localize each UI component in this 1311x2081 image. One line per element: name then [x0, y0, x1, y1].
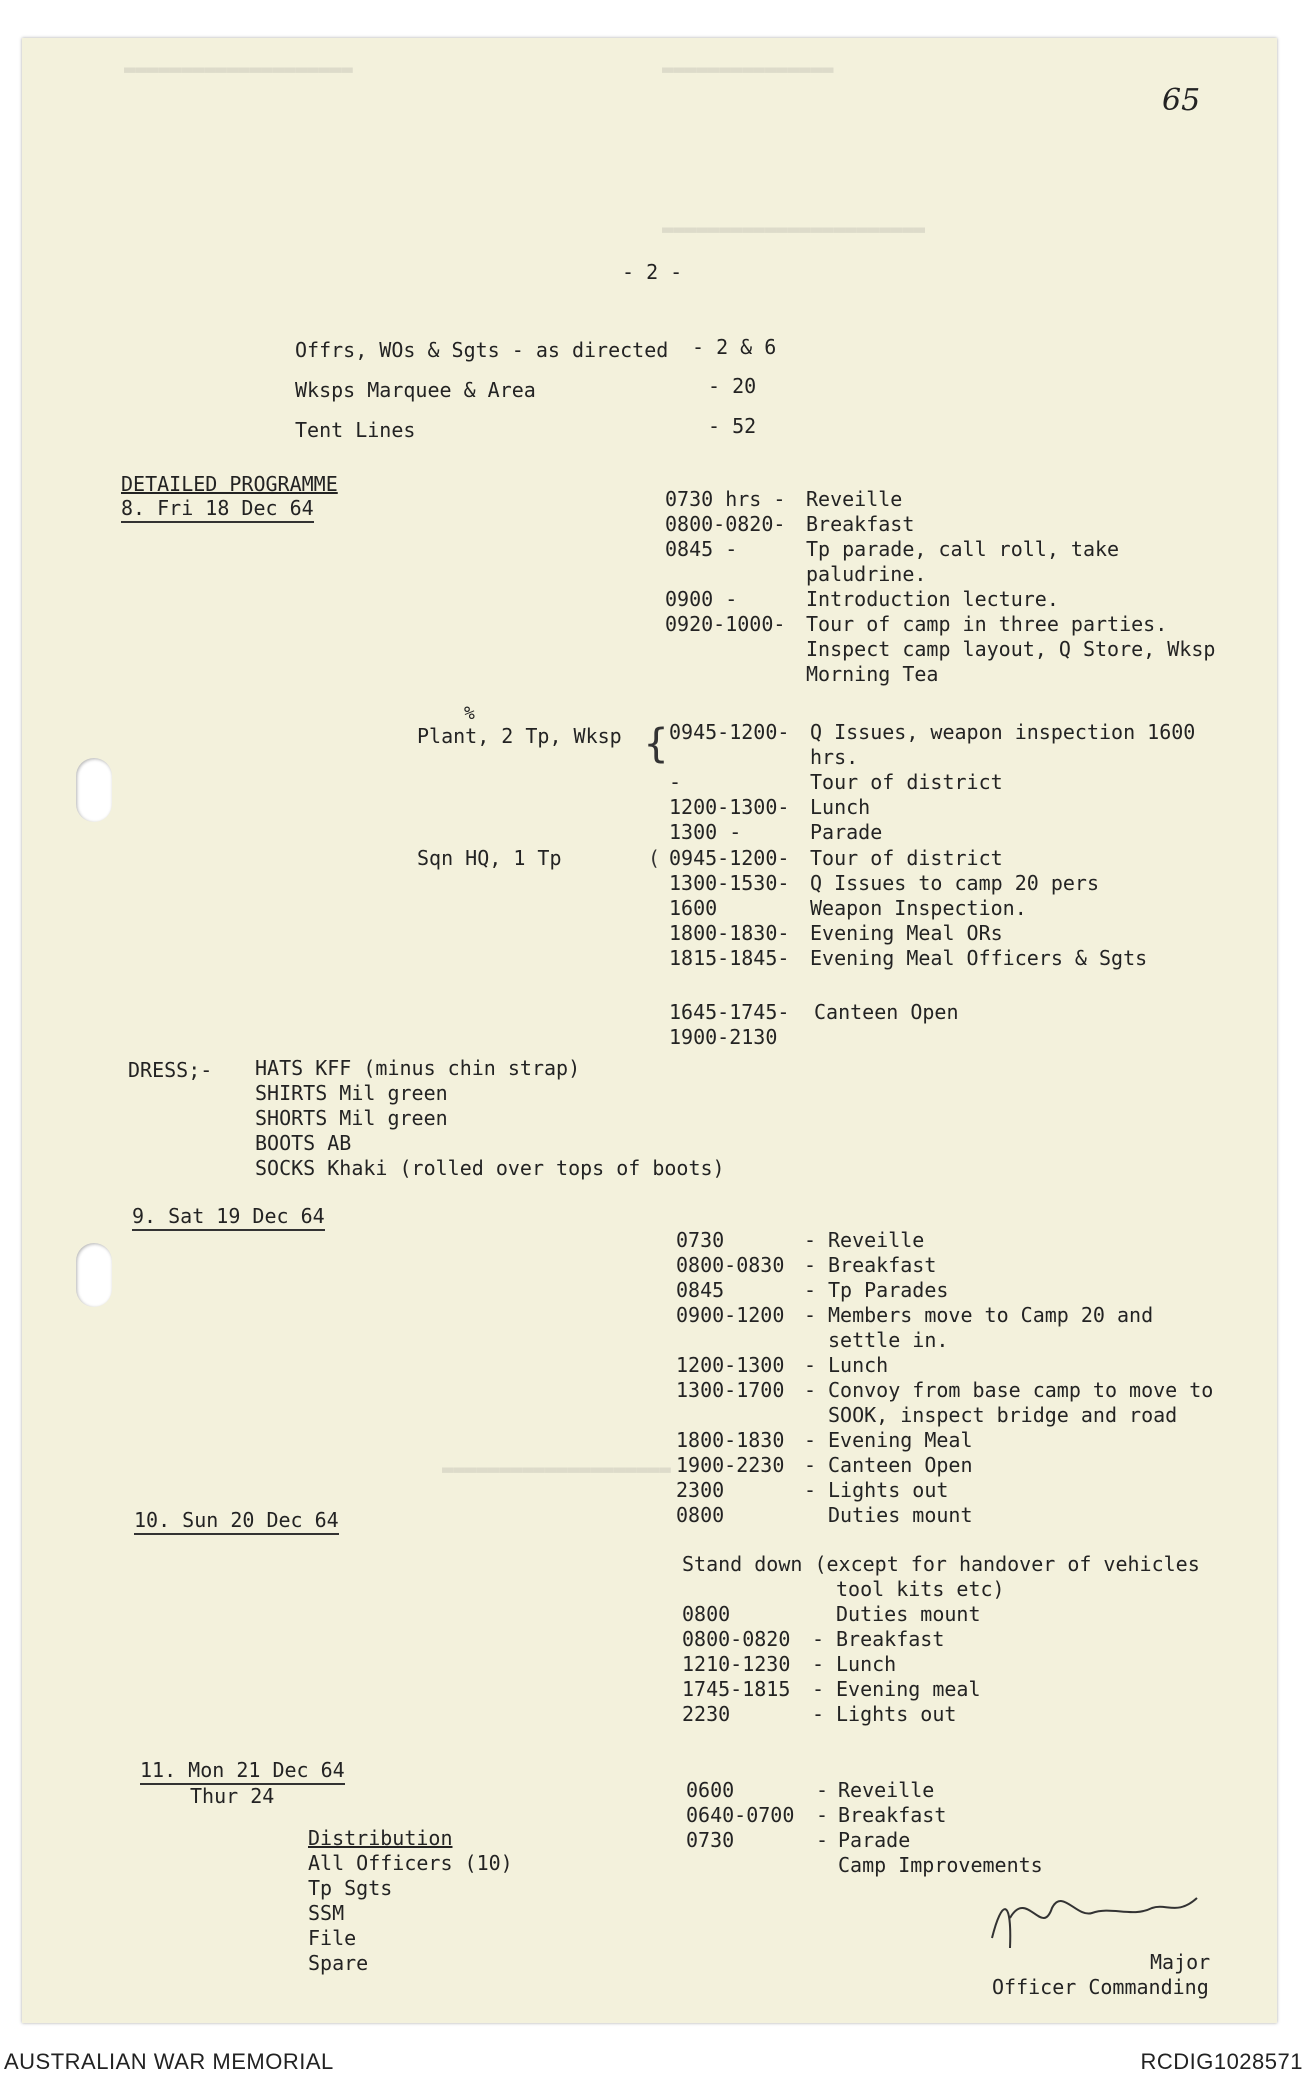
entry-text: Breakfast: [828, 1253, 937, 1277]
day-sub: Thur 24: [190, 1784, 275, 1808]
allocation-label: Wksps Marquee & Area: [295, 378, 536, 402]
handwritten-page-number: 65: [1162, 83, 1201, 118]
day-date: 11. Mon 21 Dec 64: [140, 1758, 345, 1785]
entry-text: Convoy from base camp to move to: [828, 1378, 1214, 1402]
signature-image: [982, 1878, 1222, 1958]
entry-text: Duties mount: [828, 1503, 973, 1527]
entry-sep: -: [816, 1778, 829, 1802]
entry-text: Lights out: [836, 1702, 957, 1726]
dress-item: SOCKS Khaki (rolled over tops of boots): [255, 1156, 725, 1180]
page-header: - 2 -: [622, 260, 683, 284]
distribution-item: Spare: [308, 1951, 369, 1975]
distribution-heading: Distribution: [308, 1826, 453, 1850]
time-cell: 0640-0700: [686, 1803, 795, 1827]
entry-text: Lights out: [828, 1478, 949, 1502]
time-cell: 1200-1300-: [669, 795, 790, 819]
time-cell: 1900-2230: [676, 1453, 785, 1477]
time-cell: 0600: [686, 1778, 735, 1802]
day-intro: tool kits etc): [836, 1577, 1005, 1601]
distribution-item: SSM: [308, 1901, 345, 1925]
entry-text: Duties mount: [836, 1602, 981, 1626]
time-cell: 0945-1200-: [669, 720, 790, 744]
entry-text: Breakfast: [806, 512, 915, 536]
entry-text: Tour of camp in three parties.: [806, 612, 1168, 636]
entry-sep: -: [804, 1353, 817, 1377]
time-cell: 1800-1830: [676, 1428, 785, 1452]
footer-right: RCDIG1028571: [1140, 2049, 1303, 2074]
time-cell: 2300: [676, 1478, 725, 1502]
punch-hole: [76, 1243, 112, 1307]
time-cell: 0900-1200: [676, 1303, 785, 1327]
time-cell: 1800-1830-: [669, 921, 790, 945]
dress-item: BOOTS AB: [255, 1131, 352, 1155]
dress-item: HATS KFF (minus chin strap): [255, 1056, 581, 1080]
entry-text: hrs.: [810, 745, 859, 769]
time-cell: 1200-1300: [676, 1353, 785, 1377]
entry-text: Evening meal: [836, 1677, 981, 1701]
entry-text: Canteen Open: [814, 1000, 959, 1024]
entry-text: Camp Improvements: [838, 1853, 1043, 1877]
entry-sep: -: [812, 1627, 825, 1651]
time-cell: 1600: [669, 896, 718, 920]
footer-left: AUSTRALIAN WAR MEMORIAL: [4, 2049, 334, 2074]
entry-text: Lunch: [828, 1353, 889, 1377]
entry-text: Parade: [810, 820, 883, 844]
time-cell: 0800-0820: [682, 1627, 791, 1651]
time-cell: 1815-1845-: [669, 946, 790, 970]
brace: {: [644, 721, 669, 767]
entry-sep: -: [804, 1303, 817, 1327]
bleed-through: ▬▬▬▬▬▬▬▬▬▬▬▬▬▬▬▬▬▬▬▬: [124, 58, 353, 80]
allocation-value: - 2 & 6: [692, 335, 777, 359]
time-cell: 0730: [676, 1228, 725, 1252]
entry-sep: -: [816, 1803, 829, 1827]
bracket: (: [648, 846, 661, 870]
dress-label: DRESS;-: [128, 1058, 213, 1082]
day-intro: Stand down (except for handover of vehicles: [682, 1552, 1200, 1576]
entry-sep: -: [804, 1378, 817, 1402]
time-cell: 0800: [682, 1602, 731, 1626]
time-cell: 0845 -: [665, 537, 738, 561]
entry-text: Tour of district: [810, 770, 1003, 794]
punch-hole: [76, 758, 112, 822]
day-date: 10. Sun 20 Dec 64: [134, 1508, 339, 1535]
time-cell: 0945-1200-: [669, 846, 790, 870]
allocation-value: - 52: [708, 414, 757, 438]
entry-text: Reveille: [838, 1778, 935, 1802]
time-cell: 0800-0830: [676, 1253, 785, 1277]
time-cell: 0800-0820-: [665, 512, 786, 536]
group-label: Sqn HQ, 1 Tp: [417, 846, 562, 870]
entry-text: Evening Meal Officers & Sgts: [810, 946, 1148, 970]
signature-title: Officer Commanding: [992, 1975, 1209, 1999]
allocation-label: Offrs, WOs & Sgts - as directed: [295, 338, 669, 362]
entry-sep: -: [804, 1428, 817, 1452]
bleed-through: ▬▬▬▬▬▬▬▬▬▬▬▬▬▬▬▬▬▬▬▬: [442, 1458, 671, 1480]
distribution-item: Tp Sgts: [308, 1876, 393, 1900]
entry-text: Inspect camp layout, Q Store, Wksp: [806, 637, 1216, 661]
time-cell: -: [669, 770, 682, 794]
entry-text: Reveille: [806, 487, 903, 511]
day-date: 8. Fri 18 Dec 64: [121, 496, 314, 523]
entry-text: SOOK, inspect bridge and road: [828, 1403, 1178, 1427]
entry-sep: -: [812, 1677, 825, 1701]
entry-text: Members move to Camp 20 and: [828, 1303, 1154, 1327]
entry-sep: -: [816, 1828, 829, 1852]
time-cell: 0800: [676, 1503, 725, 1527]
entry-text: Lunch: [836, 1652, 897, 1676]
dress-item: SHORTS Mil green: [255, 1106, 448, 1130]
time-cell: 1300-1700: [676, 1378, 785, 1402]
entry-text: Breakfast: [836, 1627, 945, 1651]
entry-text: Tp parade, call roll, take: [806, 537, 1120, 561]
entry-text: Evening Meal: [828, 1428, 973, 1452]
entry-sep: -: [812, 1652, 825, 1676]
entry-text: settle in.: [828, 1328, 949, 1352]
bleed-through: ▬▬▬▬▬▬▬▬▬▬▬▬▬▬▬: [662, 58, 834, 80]
entry-sep: -: [804, 1253, 817, 1277]
entry-sep: -: [804, 1478, 817, 1502]
time-cell: 1300-1530-: [669, 871, 790, 895]
entry-text: Tp Parades: [828, 1278, 949, 1302]
section-heading: DETAILED PROGRAMME: [121, 472, 338, 496]
signature-rank: Major: [1150, 1950, 1211, 1974]
entry-text: Canteen Open: [828, 1453, 973, 1477]
distribution-item: All Officers (10): [308, 1851, 513, 1875]
entry-text: Introduction lecture.: [806, 587, 1059, 611]
entry-text: Parade: [838, 1828, 911, 1852]
entry-text: Morning Tea: [806, 662, 939, 686]
allocation-value: - 20: [708, 374, 757, 398]
entry-text: Q Issues to camp 20 pers: [810, 871, 1099, 895]
time-cell: 1300 -: [669, 820, 742, 844]
time-cell: 0920-1000-: [665, 612, 786, 636]
correction-mark: %: [464, 703, 475, 724]
time-cell: 2230: [682, 1702, 731, 1726]
entry-text: Weapon Inspection.: [810, 896, 1027, 920]
document-page: [22, 38, 1277, 2023]
time-cell: 1745-1815: [682, 1677, 791, 1701]
allocation-label: Tent Lines: [295, 418, 416, 442]
time-cell: 0900 -: [665, 587, 738, 611]
day-date: 9. Sat 19 Dec 64: [132, 1204, 325, 1231]
time-cell: 1645-1745-: [669, 1000, 790, 1024]
entry-text: Breakfast: [838, 1803, 947, 1827]
time-cell: 0845: [676, 1278, 725, 1302]
dress-item: SHIRTS Mil green: [255, 1081, 448, 1105]
entry-text: Evening Meal ORs: [810, 921, 1003, 945]
group-label: Plant, 2 Tp, Wksp: [417, 724, 622, 748]
time-cell: 1210-1230: [682, 1652, 791, 1676]
time-cell: 1900-2130: [669, 1025, 778, 1049]
entry-text: Lunch: [810, 795, 871, 819]
entry-sep: -: [804, 1228, 817, 1252]
entry-text: paludrine.: [806, 562, 927, 586]
bleed-through: ▬▬▬▬▬▬▬▬▬▬▬▬▬▬▬▬▬▬▬▬▬▬▬: [662, 218, 926, 240]
entry-sep: -: [804, 1278, 817, 1302]
entry-text: Reveille: [828, 1228, 925, 1252]
time-cell: 0730 hrs -: [665, 487, 786, 511]
time-cell: 0730: [686, 1828, 735, 1852]
entry-text: Q Issues, weapon inspection 1600: [810, 720, 1196, 744]
distribution-item: File: [308, 1926, 357, 1950]
entry-sep: -: [812, 1702, 825, 1726]
entry-text: Tour of district: [810, 846, 1003, 870]
entry-sep: -: [804, 1453, 817, 1477]
